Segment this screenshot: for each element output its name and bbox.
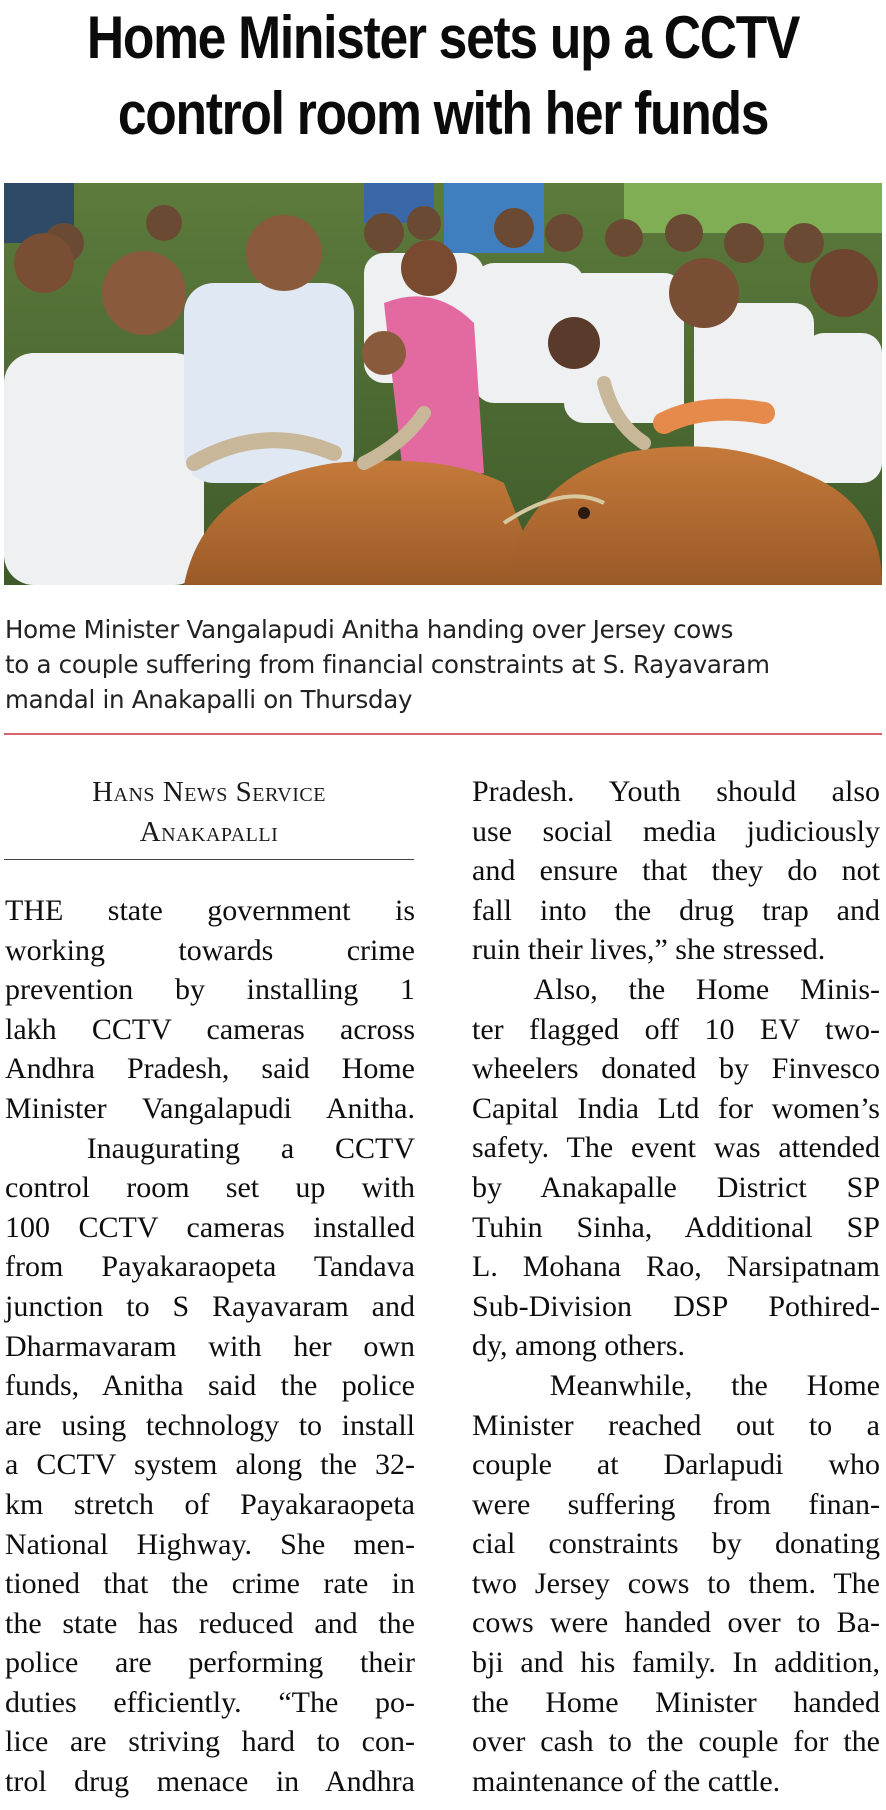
headline [62, 0, 824, 152]
body-line: were suffering from finan- [472, 1487, 880, 1521]
body-line: Sub-Division DSP Pothired- [472, 1289, 880, 1323]
body-line: lakh CCTV cameras across [5, 1012, 415, 1046]
body-line: a CCTV system along the 32- [5, 1448, 415, 1482]
photo-illustration [4, 183, 882, 585]
body-line: cows were handed over to Ba- [472, 1606, 880, 1640]
body-line: ter flagged off 10 EV two- [472, 1012, 880, 1046]
news-photo [4, 183, 882, 585]
body-line: couple at Darlapudi who [472, 1448, 880, 1482]
body-line: tioned that the crime rate in [5, 1567, 415, 1601]
caption-line: mandal in Anakapalli on Thursday [5, 685, 413, 714]
body-line: Minister Vangalapudi Anitha. [5, 1091, 415, 1125]
body-line: trol drug menace in Andhra [5, 1765, 415, 1799]
body-line: safety. The event was attended [472, 1131, 880, 1165]
body-line: lice are striving hard to con- [5, 1725, 415, 1759]
body-line: over cash to the couple for the [472, 1725, 880, 1759]
body-line: two Jersey cows to them. The [472, 1566, 880, 1600]
article-column-right [472, 772, 880, 1801]
body-line: THE state government is [5, 894, 415, 927]
byline-service: Hans News Service [92, 776, 326, 808]
body-line: Inaugurating a CCTV [5, 1131, 415, 1165]
body-line: junction to S Rayavaram and [5, 1289, 415, 1323]
body-line: the state has reduced and the [5, 1606, 415, 1640]
body-line: fall into the drug trap and [472, 893, 880, 927]
body-line: bji and his family. In addition, [472, 1646, 880, 1680]
body-line: Capital India Ltd for women’s [472, 1091, 880, 1125]
body-line: duties efficiently. “The po- [5, 1685, 415, 1719]
body-line: Pradesh. Youth should also [472, 775, 880, 808]
caption-divider [4, 733, 882, 735]
body-line: are using technology to install [5, 1408, 415, 1442]
body-line: police are performing their [5, 1646, 415, 1680]
body-line: dy, among others. [472, 1329, 686, 1363]
body-line: wheelers donated by Finvesco [472, 1052, 880, 1086]
body-line: control room set up with [5, 1171, 415, 1205]
body-line: working towards crime [5, 933, 415, 967]
byline-divider [4, 859, 414, 860]
body-line: L. Mohana Rao, Narsipatnam [472, 1250, 880, 1284]
body-line: funds, Anitha said the police [5, 1369, 415, 1403]
byline-place: Anakapalli [139, 816, 279, 848]
body-line: 100 CCTV cameras installed [5, 1210, 415, 1244]
caption-line: Home Minister Vangalapudi Anitha handing over Jersey cows [5, 615, 734, 644]
article-column-left [5, 891, 415, 1802]
body-line: National Highway. She men- [5, 1527, 415, 1561]
body-line: from Payakaraopeta Tandava [5, 1250, 415, 1284]
byline [4, 772, 414, 852]
body-line: and ensure that they do not [472, 854, 880, 888]
body-line: ruin their lives,” she stressed. [472, 933, 826, 967]
body-line: Dharmavaram with her own [5, 1329, 415, 1363]
headline-line-1: Home Minister sets up a CCTV [86, 4, 800, 71]
body-line: maintenance of the cattle. [472, 1764, 781, 1798]
body-line: km stretch of Payakaraopeta [5, 1487, 415, 1521]
headline-line-2: control room with her funds [117, 80, 769, 147]
body-line: Also, the Home Minis- [472, 972, 880, 1006]
body-line: prevention by installing 1 [5, 973, 415, 1007]
body-line: Meanwhile, the Home [472, 1368, 880, 1402]
body-line: the Home Minister handed [472, 1685, 880, 1719]
body-line: cial constraints by donating [472, 1527, 880, 1561]
body-line: by Anakapalle District SP [472, 1170, 880, 1204]
body-line: use social media judiciously [472, 814, 880, 848]
caption-line: to a couple suffering from financial constraints at S. Rayavaram [5, 650, 770, 679]
body-line: Andhra Pradesh, said Home [5, 1052, 415, 1086]
body-line: Minister reached out to a [472, 1408, 880, 1442]
body-line: Tuhin Sinha, Additional SP [472, 1210, 880, 1244]
photo-caption [5, 612, 880, 717]
